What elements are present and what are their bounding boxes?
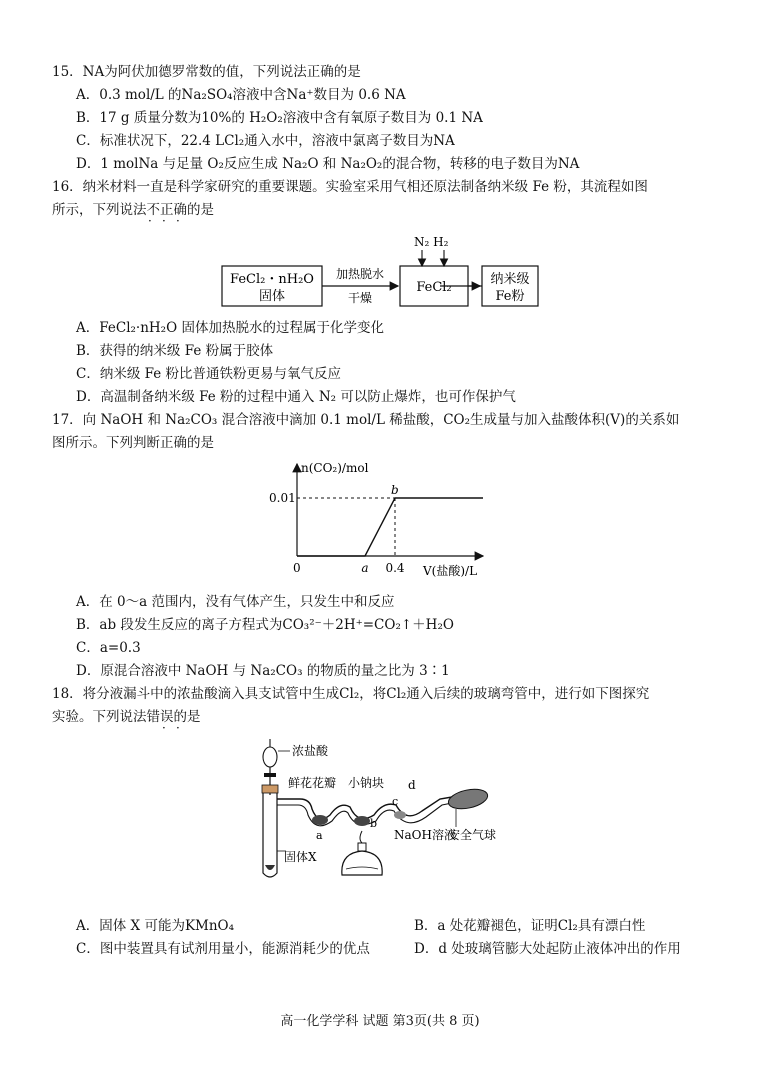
safety-balloon — [447, 786, 490, 812]
q17-stem-line1: 17．向 NaOH 和 Na₂CO₃ 混合溶液中滴加 0.1 mol/L 稀盐酸，CO₂生成量与加入盐酸体积(V)的关系如 — [52, 412, 680, 428]
flow-box2-label: FeCl₂ — [416, 280, 452, 295]
q15-option-c: C．标准状况下，22.4 LCl₂通入水中，溶液中氯离子数目为NA — [76, 133, 455, 149]
q18-option-d: D．d 处玻璃管膨大处起防止液体冲出的作用 — [414, 941, 681, 957]
q17-option-c: C．a=0.3 — [76, 640, 141, 656]
label-acid: 浓盐酸 — [292, 744, 329, 758]
chart-x-tick-a: a — [361, 561, 369, 575]
chart-series-line — [297, 498, 483, 556]
chart-y-label: n(CO₂)/mol — [301, 461, 369, 475]
flow-box3-line2: Fe粉 — [495, 289, 525, 304]
label-b: b — [370, 817, 378, 830]
emphasis-dot: · — [176, 721, 180, 735]
solid-x — [265, 865, 275, 870]
q16-stem-line1: 16．纳米材料一直是科学家研究的重要课题。实验室采用气相还原法制备纳米级 Fe 粉，其流程如图 — [52, 179, 648, 195]
flame — [360, 831, 362, 843]
q16-option-d: D．高温制备纳米级 Fe 粉的过程中通入 N₂ 可以防止爆炸，也可作保护气 — [76, 389, 516, 405]
flow-gases-label: N₂ H₂ — [414, 235, 449, 249]
q18-option-b: B．a 处花瓣褪色，证明Cl₂具有漂白性 — [414, 918, 646, 934]
q17-option-d: D．原混合溶液中 NaOH 与 Na₂CO₃ 的物质的量之比为 3∶1 — [76, 663, 450, 679]
label-balloon: 安全气球 — [448, 828, 497, 842]
q17-option-a: A．在 0～a 范围内，没有气体产生，只发生中和反应 — [76, 594, 395, 610]
q18-apparatus-diagram — [250, 735, 510, 885]
emphasis-dot: · — [162, 214, 166, 228]
lamp-liquid — [346, 867, 378, 869]
funnel-stopcock — [264, 773, 276, 777]
naoh-c — [394, 811, 406, 819]
funnel-bulb — [263, 747, 277, 767]
q18-stem-line1: 18．将分液漏斗中的浓盐酸滴入具支试管中生成Cl₂，将Cl₂通入后续的玻璃弯管中，进行如下图探究 — [52, 686, 650, 702]
alcohol-lamp — [342, 851, 382, 875]
q18-option-c: C．图中装置具有试剂用量小，能源消耗少的优点 — [76, 941, 370, 957]
chart-y-tick-label: 0.01 — [269, 491, 296, 505]
q16-stem-line2: 所示，下列说法不正确的是 — [52, 202, 214, 218]
page-footer: 高一化学学科 试题 第3页(共 8 页) — [280, 1014, 480, 1029]
label-naoh: NaOH溶液 — [394, 828, 456, 842]
q18-stem-line2: 实验。下列说法错误的是 — [52, 709, 201, 725]
label-a: a — [316, 829, 323, 842]
label-solid: 固体X — [284, 850, 317, 864]
rubber-stopper — [262, 785, 278, 793]
q18-option-a: A．固体 X 可能为KMnO₄ — [76, 918, 235, 934]
q15-option-b: B．17 g 质量分数为10%的 H₂O₂溶液中含有氧原子数目为 0.1 NA — [76, 110, 483, 126]
label-na: 小钠块 — [348, 776, 385, 790]
q16-option-b: B．获得的纳米级 Fe 粉属于胶体 — [76, 343, 274, 359]
flow-arrow-bottom-label: 干燥 — [347, 291, 373, 305]
emphasis-dot: · — [148, 214, 152, 228]
test-tube — [263, 793, 277, 877]
q16-option-a: A．FeCl₂·nH₂O 固体加热脱水的过程属于化学变化 — [76, 320, 384, 336]
q16-option-c: C．纳米级 Fe 粉比普通铁粉更易与氧气反应 — [76, 366, 342, 382]
label-d: d — [408, 778, 416, 792]
flow-box3-line1: 纳米级 — [490, 272, 530, 287]
flow-arrow-top-label: 加热脱水 — [335, 267, 385, 281]
emphasis-dot: · — [162, 721, 166, 735]
glass-tube — [277, 797, 452, 819]
sodium-b — [354, 816, 370, 826]
flower-petal-a — [312, 815, 328, 825]
label-c: c — [392, 795, 399, 808]
q16-flow-diagram — [200, 228, 560, 318]
q17-chart — [255, 458, 495, 583]
flow-box1-line1: FeCl₂・nH₂O — [230, 272, 314, 287]
chart-point-label-b: b — [391, 483, 399, 497]
chart-origin-label: 0 — [293, 561, 301, 575]
chart-x-label: V(盐酸)/L — [423, 564, 478, 578]
label-petal: 鲜花花瓣 — [288, 776, 337, 790]
q17-option-b: B．ab 段发生反应的离子方程式为CO₃²⁻＋2H⁺=CO₂↑＋H₂O — [76, 617, 454, 633]
flow-box1-line2: 固体 — [258, 289, 286, 304]
lamp-neck — [358, 843, 366, 851]
emphasis-dot: · — [176, 214, 180, 228]
chart-x-tick-0.4: 0.4 — [385, 561, 405, 575]
q15-stem: 15．NA为阿伏加德罗常数的值，下列说法正确的是 — [52, 64, 361, 80]
q15-option-d: D．1 molNa 与足量 O₂反应生成 Na₂O 和 Na₂O₂的混合物，转移的电子数目为NA — [76, 156, 580, 172]
q17-stem-line2: 图所示。下列判断正确的是 — [52, 435, 214, 451]
q15-option-a: A．0.3 mol/L 的Na₂SO₄溶液中含Na⁺数目为 0.6 NA — [76, 87, 406, 103]
